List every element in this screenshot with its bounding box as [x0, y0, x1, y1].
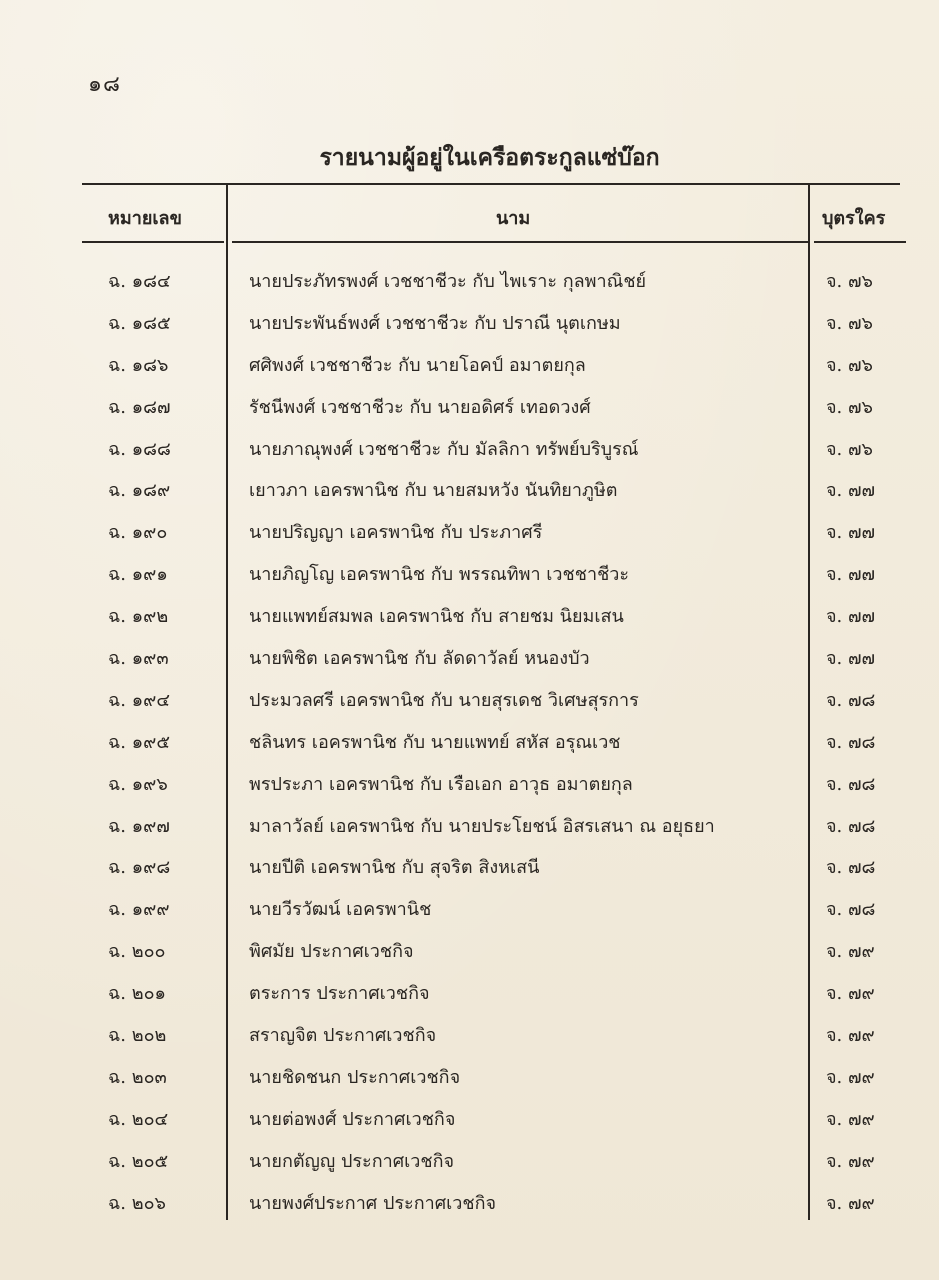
row-name: นายประภัทรพงศ์ เวชชาชีวะ กับ ไพเราะ กุลพาณิชย์	[249, 271, 647, 292]
row-number: ฉ. ๒๐๒	[108, 1025, 167, 1047]
row-number: ฉ. ๑๘๕	[108, 312, 171, 334]
table-row	[0, 717, 939, 759]
row-parent: จ. ๗๙	[826, 1025, 875, 1047]
row-number: ฉ. ๑๘๗	[108, 396, 171, 418]
row-parent: จ. ๗๖	[826, 354, 873, 376]
table-row	[0, 801, 939, 843]
table-row	[0, 256, 939, 298]
table-row	[0, 1052, 939, 1094]
row-number: ฉ. ๑๙๒	[108, 606, 169, 628]
row-name: ศศิพงศ์ เวชชาชีวะ กับ นายโอคป์ อมาตยกุล	[249, 354, 586, 376]
row-name: นายต่อพงศ์ ประกาศเวชกิจ	[249, 1108, 456, 1130]
row-parent: จ. ๗๗	[826, 648, 876, 670]
row-number: ฉ. ๒๐๖	[108, 1192, 166, 1214]
row-number: ฉ. ๒๐๐	[108, 941, 166, 963]
row-name: นายกตัญญู ประกาศเวชกิจ	[249, 1150, 455, 1172]
header-name: นาม	[496, 208, 531, 229]
table-row	[0, 382, 939, 424]
row-number: ฉ. ๑๘๔	[108, 271, 171, 292]
row-name: นายวีรวัฒน์ เอครพานิช	[249, 899, 432, 921]
table-row	[0, 1178, 939, 1220]
row-name: นายปีติ เอครพานิช กับ สุจริต สิงหเสนี	[249, 857, 540, 879]
row-name: นายปริญญา เอครพานิช กับ ประภาศรี	[249, 522, 543, 544]
header-parent: บุตรใคร	[822, 208, 886, 229]
row-number: ฉ. ๑๙๙	[108, 899, 170, 921]
row-name: นายภิญโญ เอครพานิช กับ พรรณทิพา เวชชาชีวะ	[249, 564, 630, 586]
row-name: นายภาณุพงศ์ เวชชาชีวะ กับ มัลลิกา ทรัพย์บริบูรณ์	[249, 438, 639, 460]
row-parent: จ. ๗๘	[826, 731, 876, 753]
row-number: ฉ. ๑๙๕	[108, 731, 170, 753]
table-row	[0, 1094, 939, 1136]
header-rule-parent	[814, 241, 906, 243]
table-row	[0, 507, 939, 549]
row-parent: จ. ๗๖	[826, 396, 873, 418]
table-body	[0, 256, 939, 1219]
row-name: นายประพันธ์พงศ์ เวชชาชีวะ กับ ปราณี นุตเกษม	[249, 312, 621, 334]
row-number: ฉ. ๑๙๓	[108, 648, 169, 670]
row-name: เยาวภา เอครพานิช กับ นายสมหวัง นันทิยาภูษิต	[249, 480, 618, 502]
row-number: ฉ. ๑๙๐	[108, 522, 168, 544]
row-parent: จ. ๗๖	[826, 438, 873, 460]
page-number: ๑๘	[88, 72, 121, 97]
row-number: ฉ. ๑๘๖	[108, 354, 169, 376]
table-row	[0, 298, 939, 340]
header-rule-number	[82, 241, 224, 243]
row-number: ฉ. ๑๘๙	[108, 480, 171, 502]
table-row	[0, 549, 939, 591]
table-row	[0, 1010, 939, 1052]
row-parent: จ. ๗๘	[826, 689, 876, 711]
row-name: ชลินทร เอครพานิช กับ นายแพทย์ สหัส อรุณเวช	[249, 731, 621, 753]
row-name: นายพิชิต เอครพานิช กับ ลัดดาวัลย์ หนองบัว	[249, 648, 590, 670]
table-row	[0, 884, 939, 926]
row-parent: จ. ๗๗	[826, 564, 876, 586]
header-number: หมายเลข	[108, 208, 182, 229]
row-name: พรประภา เอครพานิช กับ เรือเอก อาวุธ อมาตยกุล	[249, 773, 633, 795]
row-number: ฉ. ๑๙๖	[108, 773, 168, 795]
row-parent: จ. ๗๘	[826, 899, 876, 921]
row-number: ฉ. ๑๙๔	[108, 689, 170, 711]
header-rule-name	[232, 241, 808, 243]
row-name: มาลาวัลย์ เอครพานิช กับ นายประโยชน์ อิสรเสนา ณ อยุธยา	[249, 815, 715, 837]
row-parent: จ. ๗๘	[826, 857, 876, 879]
row-name: นายชิดชนก ประกาศเวชกิจ	[249, 1066, 461, 1088]
table-row	[0, 340, 939, 382]
row-number: ฉ. ๑๙๘	[108, 857, 171, 879]
table-row	[0, 926, 939, 968]
row-parent: จ. ๗๗	[826, 522, 876, 544]
row-number: ฉ. ๒๐๔	[108, 1108, 169, 1130]
row-name: ประมวลศรี เอครพานิช กับ นายสุรเดช วิเศษสุรการ	[249, 689, 639, 711]
row-parent: จ. ๗๖	[826, 271, 873, 292]
row-parent: จ. ๗๙	[826, 983, 875, 1005]
row-name: สราญจิต ประกาศเวชกิจ	[249, 1025, 437, 1047]
row-number: ฉ. ๑๘๘	[108, 438, 171, 460]
row-number: ฉ. ๑๙๗	[108, 815, 170, 837]
table-row	[0, 968, 939, 1010]
table-row	[0, 633, 939, 675]
row-number: ฉ. ๒๐๕	[108, 1150, 169, 1172]
row-name: นายแพทย์สมพล เอครพานิช กับ สายชม นิยมเสน	[249, 606, 624, 628]
row-parent: จ. ๗๙	[826, 1150, 875, 1172]
row-parent: จ. ๗๙	[826, 941, 875, 963]
row-parent: จ. ๗๙	[826, 1108, 875, 1130]
table-row	[0, 591, 939, 633]
table-row	[0, 759, 939, 801]
row-parent: จ. ๗๙	[826, 1066, 875, 1088]
page-title: รายนามผู้อยู่ในเครือตระกูลแซ่บ๊อก	[319, 144, 660, 171]
table-row	[0, 1136, 939, 1178]
row-parent: จ. ๗๘	[826, 773, 876, 795]
row-name: พิศมัย ประกาศเวชกิจ	[249, 941, 414, 963]
table-row	[0, 465, 939, 507]
row-name: นายพงศ์ประกาศ ประกาศเวชกิจ	[249, 1192, 497, 1214]
row-parent: จ. ๗๗	[826, 480, 876, 502]
row-name: ตระการ ประกาศเวชกิจ	[249, 983, 430, 1005]
row-number: ฉ. ๒๐๑	[108, 983, 166, 1005]
row-parent: จ. ๗๗	[826, 606, 876, 628]
table-row	[0, 675, 939, 717]
row-number: ฉ. ๑๙๑	[108, 564, 168, 586]
table-row	[0, 424, 939, 466]
table-row	[0, 842, 939, 884]
row-parent: จ. ๗๙	[826, 1192, 875, 1214]
row-parent: จ. ๗๖	[826, 312, 873, 334]
row-number: ฉ. ๒๐๓	[108, 1066, 167, 1088]
row-name: รัชนีพงศ์ เวชชาชีวะ กับ นายอดิศร์ เทอดวงศ์	[249, 396, 591, 418]
row-parent: จ. ๗๘	[826, 815, 876, 837]
table-top-rule	[82, 183, 900, 185]
